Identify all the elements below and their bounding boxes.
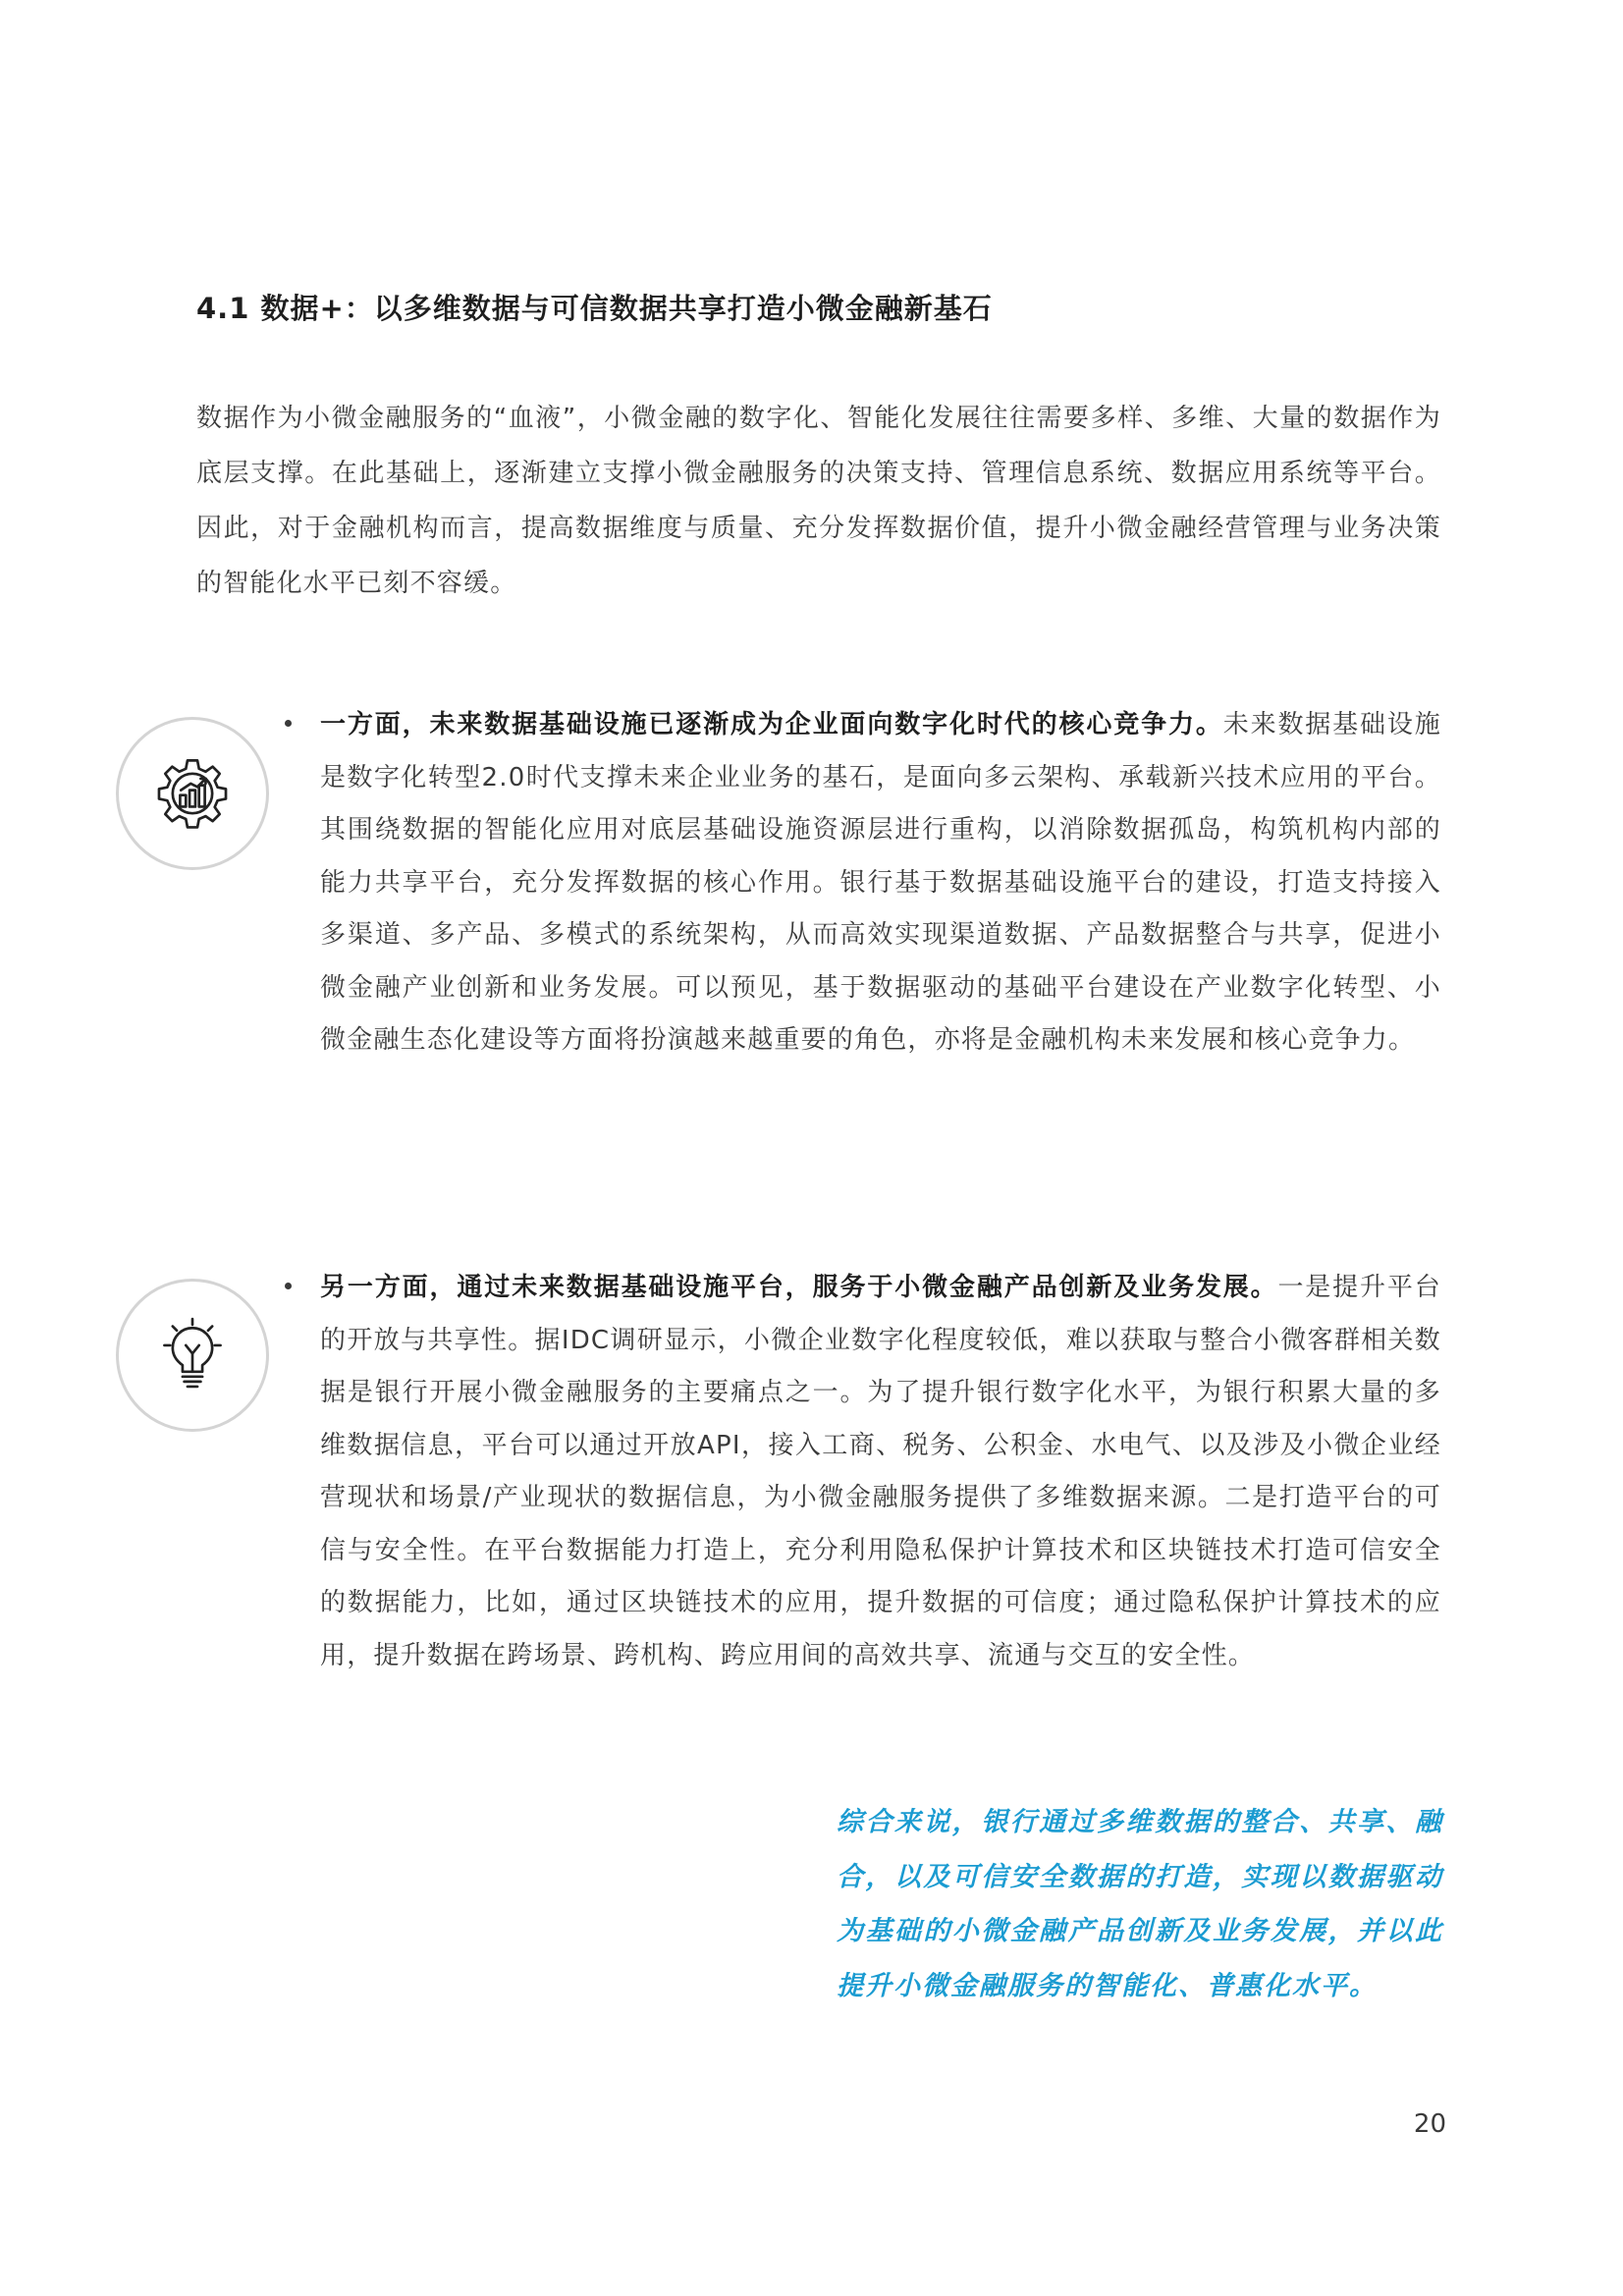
bullet-body: 未来数据基础设施是数字化转型2.0时代支撑未来企业业务的基石，是面向多云架构、承载新兴技术应用的平台。其围绕数据的智能化应用对底层基础设施资源层进行重构，以消除数据孤岛，构筑机构内部的能力共享平台，充分发挥数据的核心作用。银行基于数据基础设施平台的建设，打造支持接入多渠道、多产品、多模式的系统架构，从而高效实现渠道数据、产品数据整合与共享，促进小微金融产业创新和业务发展。可以预见，基于数据驱动的基础平台建设在产业数字化转型、小微金融生态化建设等方面将扮演越来越重要的角色，亦将是金融机构未来发展和核心竞争力。 <box>320 710 1441 1055</box>
bullet-lead: 一方面，未来数据基础设施已逐渐成为企业面向数字化时代的核心竞争力。 <box>320 710 1223 739</box>
gear-chart-icon <box>116 717 269 870</box>
page-number: 20 <box>1413 2109 1446 2139</box>
lightbulb-icon <box>116 1279 269 1432</box>
bullet-lead: 另一方面，通过未来数据基础设施平台，服务于小微金融产品创新及业务发展。 <box>320 1273 1278 1302</box>
section-title: 4.1 数据+：以多维数据与可信数据共享打造小微金融新基石 <box>196 292 993 325</box>
bullet-dot <box>285 720 292 727</box>
intro-paragraph: 数据作为小微金融服务的“血液”，小微金融的数字化、智能化发展往往需要多样、多维、大量的数据作为底层支撑。在此基础上，逐渐建立支撑小微金融服务的决策支持、管理信息系统、数据应用系统等平台。因此，对于金融机构而言，提高数据维度与质量、充分发挥数据价值，提升小微金融经营管理与业务决策的智能化水平已刻不容缓。 <box>196 404 1441 598</box>
bullet-paragraph-2 <box>320 1262 1441 1682</box>
bullet-paragraph-1 <box>320 699 1441 1067</box>
bullet-dot <box>285 1283 292 1289</box>
bullet-body: 一是提升平台的开放与共享性。据IDC调研显示，小微企业数字化程度较低，难以获取与整合小微客群相关数据是银行开展小微金融服务的主要痛点之一。为了提升银行数字化水平，为银行积累大量的多维数据信息，平台可以通过开放API，接入工商、税务、公积金、水电气、以及涉及小微企业经营现状和场景/产业现状的数据信息，为小微金融服务提供了多维数据来源。二是打造平台的可信与安全性。在平台数据能力打造上，充分利用隐私保护计算技术和区块链技术打造可信安全的数据能力，比如，通过区块链技术的应用，提升数据的可信度；通过隐私保护计算技术的应用，提升数据在跨场景、跨机构、跨应用间的高效共享、流通与交互的安全性。 <box>320 1273 1441 1670</box>
conclusion-callout: 综合来说，银行通过多维数据的整合、共享、融合，以及可信安全数据的打造，实现以数据驱动为基础的小微金融产品创新及业务发展，并以此提升小微金融服务的智能化、普惠化水平。 <box>837 1807 1443 2001</box>
